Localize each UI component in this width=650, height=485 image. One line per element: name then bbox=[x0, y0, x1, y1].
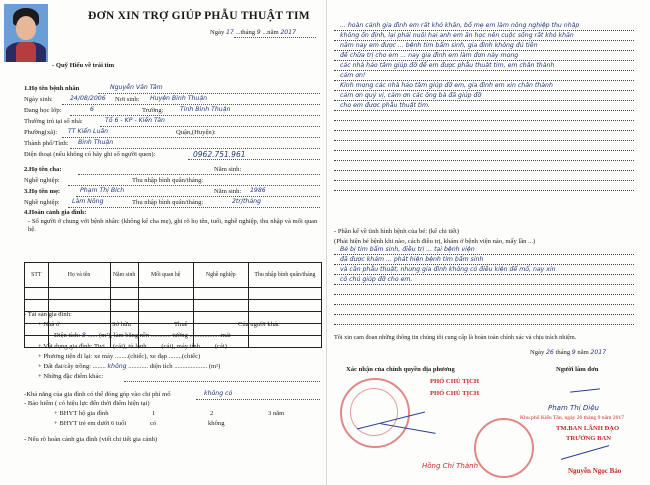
district-label: Quận,(Huyện): bbox=[176, 129, 216, 136]
house-label: + Nhà ở bbox=[38, 321, 60, 328]
city-label: Thành phố/Tỉnh: bbox=[24, 140, 69, 147]
grade-value: 6 bbox=[90, 106, 94, 113]
red-stamp-2 bbox=[474, 418, 534, 478]
assets-label: - Tài sản gia đình: bbox=[24, 311, 72, 318]
father-birth-label: Năm sinh: bbox=[214, 166, 242, 173]
phone-value: 0962.751.961 bbox=[193, 150, 246, 159]
people-note: - Số người ở chung với bệnh nhân: (không kể cha mẹ), ghi rõ họ tên, tuổi, nghề nghiệp, thu nhập và mối quan hệ. bbox=[28, 218, 318, 233]
form-title: ĐƠN XIN TRỢ GIÚP PHẪU THUẬT TIM bbox=[88, 10, 310, 22]
ins-1-opt-3: 3 năm bbox=[268, 410, 285, 417]
disease-line: đã được khám ... phát hiện bệnh tim bẩm sinh bbox=[340, 256, 484, 263]
house-own: Sở hữu bbox=[112, 321, 131, 328]
table-row bbox=[25, 288, 322, 300]
signer-2-name: Nguyễn Ngọc Bảo bbox=[568, 467, 622, 475]
th-birth: Năm sinh bbox=[110, 263, 138, 288]
area-line: Diện tích: 8 ...... (m²), làm bằng nền ............ tường ...................mái bbox=[54, 332, 231, 339]
patient-name-label: 1.Họ tên bệnh nhân bbox=[24, 85, 80, 92]
father-income-label: Thu nhập bình quân/tháng: bbox=[132, 177, 204, 184]
vehicle-line: + Phương tiện đi lại: xe máy ........(chiếc), xe đạp ........(chiếc) bbox=[38, 353, 201, 360]
father-job-label: Nghề nghiệp: bbox=[24, 177, 60, 184]
ins-1-opt-1: 1 bbox=[152, 410, 156, 417]
disease-line: cô chú giúp đỡ cho em. bbox=[340, 276, 413, 283]
th-stt: STT bbox=[25, 263, 49, 288]
house-rent: Thuê bbox=[174, 321, 188, 328]
patient-name-value: Nguyễn Văn Tâm bbox=[110, 84, 163, 91]
disease-line: Bé bị tim bẩm sinh, điều trị ... tại bệnh viện bbox=[340, 246, 475, 253]
narrative-line: không ổn định, lại phải nuôi hai anh em ăn học nên cuộc sống rất khó khăn bbox=[340, 32, 574, 39]
stamp-2-subtitle: TRƯỞNG BAN bbox=[566, 435, 611, 442]
mother-job-label: Nghề nghiệp: bbox=[24, 199, 60, 206]
mother-income-value: 2tr/tháng bbox=[232, 198, 261, 205]
narrative-line: cảm ơn! bbox=[340, 72, 366, 79]
local-title: PHÓ CHỦ TỊCH bbox=[430, 390, 479, 397]
local-name: Hồng Chí Thành bbox=[422, 462, 479, 470]
insurance-label: - Bảo hiểm ( có hiệu lực đến thời điểm hiện tại) bbox=[24, 400, 150, 407]
address-value: Tổ 6 - KP - Kiến Tân bbox=[105, 117, 165, 124]
narrative-line: năm nay em được ... bệnh tim bẩm sinh, gia đình không đủ tiền bbox=[340, 42, 538, 49]
applicant-name: Phạm Thị Diệu bbox=[548, 404, 599, 412]
patient-photo bbox=[4, 4, 48, 62]
mother-income-label: Thu nhập bình quân/tháng: bbox=[132, 199, 204, 206]
family-section: 4.Hoàn cảnh gia đình: bbox=[24, 209, 87, 216]
city-value: Bình Thuận bbox=[78, 139, 114, 146]
narrative-line: cho em được phẫu thuật tim. bbox=[340, 102, 431, 109]
th-relation: Mối quan hệ bbox=[138, 263, 193, 288]
phone-label: Điện thoại (nếu không có hãy ghi số người quen): bbox=[24, 151, 156, 158]
mother-birth-value: 1986 bbox=[250, 187, 266, 194]
sign-date: Ngày 26 tháng 9 năm 2017 bbox=[530, 349, 607, 356]
recipient: - Quỹ Hiểu về trái tim bbox=[52, 62, 115, 69]
land-line: + Đất đai/cây trồng: ........ không ............ diện tích .................... (m²) bbox=[38, 363, 221, 370]
ins-2-opt-1: có bbox=[150, 420, 157, 427]
contribute-value: không có bbox=[204, 390, 233, 397]
disease-line: và cần phẫu thuật, nhưng gia đình không có điều kiện để mổ, nay xin bbox=[340, 266, 556, 273]
table-row bbox=[25, 300, 322, 312]
th-name: Họ và tên bbox=[48, 263, 110, 288]
address-label: Thường trú tại số nhà: bbox=[24, 118, 83, 125]
mother-birth-label: Năm sinh: bbox=[214, 188, 242, 195]
th-job: Nghề nghiệp bbox=[193, 263, 248, 288]
ins-1-opt-2: 2 bbox=[210, 410, 214, 417]
reason-label: - Nếu rõ hoàn cảnh gia đình (viết chi tiết gia cảnh) bbox=[24, 436, 158, 443]
items-line: + Vật dụng gia đình: Tivi ....(cái), tủ lạnh ........(cái), máy tính ........(cái) bbox=[38, 343, 227, 350]
dob-value: 24/08/2006 bbox=[70, 95, 106, 102]
header-date: Ngày 17 ...tháng 9 ...năm 2017 bbox=[210, 29, 297, 36]
house-other: Của người khác bbox=[238, 321, 280, 328]
ward-label: Phường(xã): bbox=[24, 129, 58, 136]
commit-statement: Tôi xin cam đoan những thông tin chúng tôi cung cấp là hoàn toàn chính xác và chịu trách nhiệm. bbox=[334, 334, 577, 341]
narrative-line: để chữa trị cho em ... nay gia đình em làm đơn này mong bbox=[340, 52, 519, 59]
ins-1: + BHYT hộ gia đình bbox=[54, 410, 109, 417]
dob-label: Ngày sinh: bbox=[24, 96, 53, 103]
th-income: Thu nhập bình quân/tháng bbox=[248, 263, 321, 288]
local-authority-label: Xác nhận của chính quyền địa phương bbox=[346, 366, 455, 373]
confirm-note: Khu phố Kiến Tân, ngày 26 tháng 9 năm 2017 bbox=[520, 415, 624, 421]
ins-2: + BHYT trẻ em dưới 6 tuổi bbox=[54, 420, 127, 427]
father-section: 2.Họ tên cha: bbox=[24, 166, 62, 173]
narrative-line: ... hoàn cảnh gia đình em rất khó khăn, bố mẹ em làm nông nghiệp thu nhập bbox=[340, 22, 580, 29]
ward-value: TT Kiến Luân bbox=[68, 128, 109, 135]
disease-label: - Phần kể về tình hình bệnh của bé: (kể chi tiết) bbox=[334, 228, 460, 235]
narrative-line: Kính mong các nhà hảo tâm giúp đỡ em, gia đình em xin chân thành bbox=[340, 82, 553, 89]
stamp-2-title: TM.BAN LÃNH ĐẠO bbox=[556, 425, 620, 432]
other-line: + Những đặc điểm khác: bbox=[38, 373, 104, 380]
pob-label: Nơi sinh: bbox=[115, 96, 140, 103]
contribute-label: -Khả năng của gia đình có thể đóng góp vào chi phí mổ bbox=[24, 391, 171, 398]
ins-2-opt-2: không bbox=[208, 420, 225, 427]
grade-label: Đang học lớp: bbox=[24, 107, 62, 114]
applicant-label: Người làm đơn bbox=[556, 366, 599, 373]
narrative-line: cảm ơn quý vị, cảm ơn các ông bà đã giúp đỡ bbox=[340, 92, 482, 99]
school-label: Trường: bbox=[142, 107, 164, 114]
local-title-top: PHÓ CHỦ TỊCH bbox=[430, 378, 479, 385]
mother-name-value: Phạm Thị Bích bbox=[80, 187, 125, 194]
narrative-line: các nhà hảo tâm giúp đỡ để em được phẫu thuật tim, em chân thành bbox=[340, 62, 555, 69]
mother-job-value: Làm Nông bbox=[72, 198, 104, 205]
signature-leader bbox=[561, 445, 609, 460]
school-value: Tỉnh Bình Thuận bbox=[180, 106, 231, 113]
pob-value: Huyện Bình Thuận bbox=[150, 95, 208, 102]
mother-section: 3.Họ tên mẹ: bbox=[24, 188, 61, 195]
disease-note: (Phát hiện bé bệnh khi nào, cách điều trị, khám ở bệnh viện nào, mấy lần ...) bbox=[334, 238, 536, 245]
signature-applicant bbox=[570, 388, 600, 392]
